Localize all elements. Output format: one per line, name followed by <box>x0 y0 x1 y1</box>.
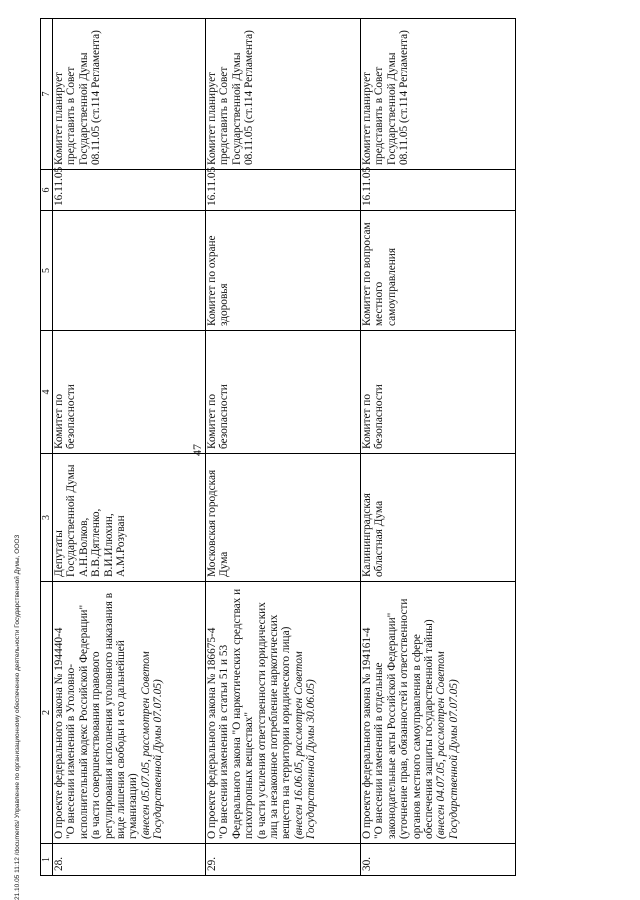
co-committee: Комитет по вопросам местного самоуправления <box>361 211 516 331</box>
responsible-committee: Комитет по безопасности <box>361 331 516 454</box>
bill-author: Депутаты Государственной Думы А.Н.Волков, В.В.Дятленко, В.И.Илюхин, А.М.Розуван <box>53 454 206 582</box>
bill-note: (внесен 05.07.05, рассмотрен Советом Государственной Думы 07.07.05) <box>139 651 165 839</box>
row-number: 28. <box>53 844 206 876</box>
bill-title: О проекте федерального закона № 186675-4 <box>206 627 218 839</box>
row-number: 30. <box>361 844 516 876</box>
bill-title: О проекте федерального закона № 194161-4 <box>361 627 373 839</box>
row-number: 29. <box>206 844 361 876</box>
bill-cell <box>53 582 206 844</box>
planned-action: Комитет планирует представить в Совет Государственной Думы 08.11.05 (ст.114 Регламента) <box>361 19 516 170</box>
agenda-table <box>40 18 516 876</box>
column-number: 1 <box>41 844 53 876</box>
bill-author: Московская городская Дума <box>206 454 361 582</box>
column-number: 5 <box>41 211 53 331</box>
column-number: 3 <box>41 454 53 582</box>
responsible-committee: Комитет по безопасности <box>206 331 361 454</box>
bill-cell <box>361 582 516 844</box>
deadline-date: 16.11.05 <box>206 170 361 211</box>
column-number: 2 <box>41 582 53 844</box>
bill-author: Калининградская областная Дума <box>361 454 516 582</box>
bill-text: "О внесении изменений в Уголовно-исполнительный кодекс Российской Федерации" (в части совершенствования правового регулирования исполнения уголовного наказания в виде лишения свободы и его дальнейшей гуманизации) <box>65 592 140 839</box>
table-row <box>361 19 516 876</box>
planned-action: Комитет планирует представить в Совет Государственной Думы 08.11.05 (ст.114 Регламента) <box>53 19 206 170</box>
column-number: 6 <box>41 170 53 211</box>
column-number: 7 <box>41 19 53 170</box>
table-row <box>206 19 361 876</box>
bill-text: "О внесении изменений в статьи 51 и 53 Федерального закона "О наркотических средствах и психотропных веществах" (в части усиления ответственности юридических лиц за незаконное потребление наркотических веществ на территории юридического лица) <box>218 588 293 839</box>
page-number: 47 <box>190 444 204 456</box>
deadline-date: 16.11.05 <box>53 170 206 211</box>
page-footer: 21.10.05 11:12 /documents/ Управление по организационному обеспечению деятельности Государственной Думы, ОООЗ <box>14 534 21 900</box>
responsible-committee: Комитет по безопасности <box>53 331 206 454</box>
bill-note: (внесен 04.07.05, рассмотрен Советом Государственной Думы 07.07.05) <box>435 651 460 839</box>
planned-action: Комитет планирует представить в Совет Государственной Думы 08.11.05 (ст.114 Регламента) <box>206 19 361 170</box>
bill-note: (внесен 16.06.05, рассмотрен Советом Государственной Думы 30.06.05) <box>292 651 318 839</box>
table-row <box>53 19 206 876</box>
column-number: 4 <box>41 331 53 454</box>
co-committee: Комитет по охране здоровья <box>206 211 361 331</box>
co-committee <box>53 211 206 331</box>
bill-text: "О внесении изменений в отдельные законодательные акты Российской Федерации" (уточнение прав, обязанностей и ответственности органов местного самоуправления в сфере обеспечения защиты государственной тайны) <box>373 598 436 839</box>
column-number-row <box>41 19 53 876</box>
deadline-date: 16.11.05 <box>361 170 516 211</box>
bill-cell <box>206 582 361 844</box>
bill-title: О проекте федерального закона № 194440-4 <box>53 627 65 839</box>
